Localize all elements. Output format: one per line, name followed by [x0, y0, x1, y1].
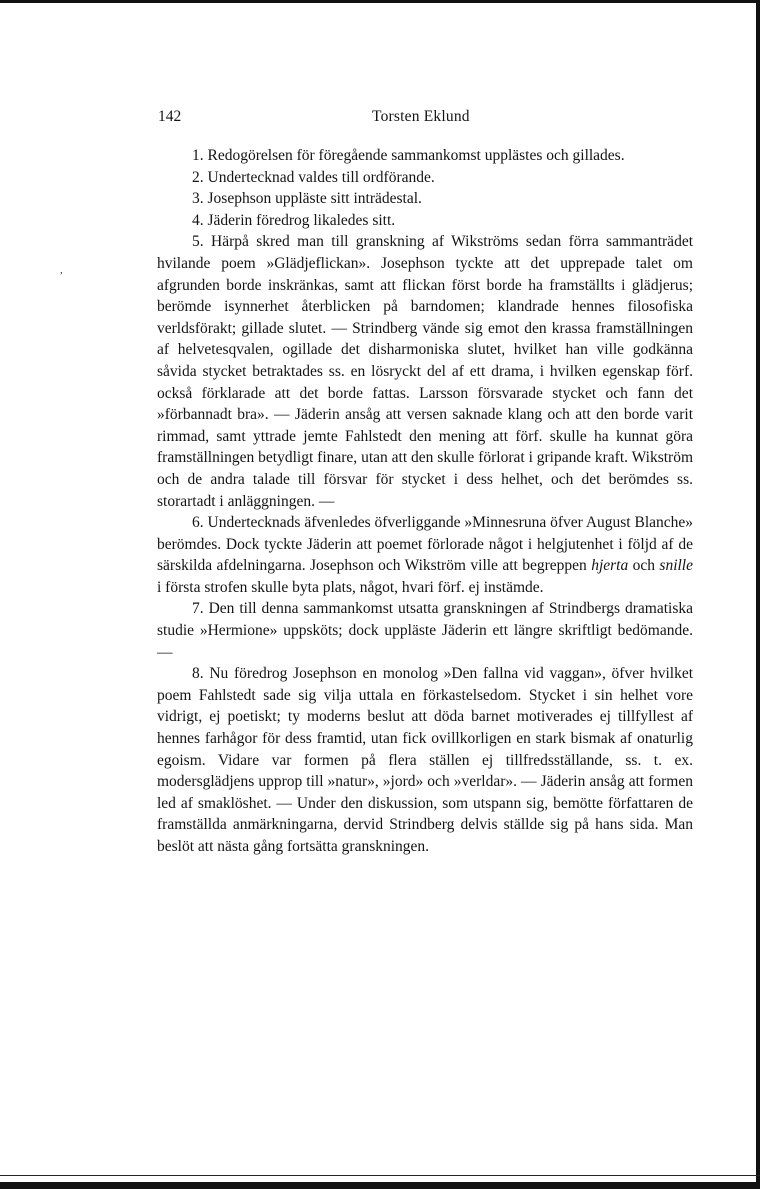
- body-text: [157, 145, 693, 858]
- paragraph-text: Undertecknad valdes till ordförande.: [207, 168, 435, 186]
- paragraph-text-before: Undertecknads äfvenledes öfverliggande »Minnesruna öfver August Blanche» berömdes. Dock tyckte Jäderin att poemet förlorade något i helgjutenhet i följd af de särskilda afdelningarna. Josephson och Wikström ville att begreppen: [157, 514, 694, 575]
- scan-border-bottom-line: [0, 1175, 760, 1176]
- paragraph-number: 3.: [192, 190, 204, 208]
- paragraph-1: [157, 145, 693, 167]
- paragraph-number: 2.: [192, 168, 204, 186]
- paragraph-8: [157, 663, 693, 857]
- page-number: 142: [158, 108, 182, 125]
- paragraph-text: Redogörelsen för föregående sammankomst upplästes och gillades.: [207, 147, 625, 164]
- paragraph-text-mid: och: [628, 557, 660, 575]
- emphasis-snille: snille: [659, 557, 693, 575]
- scan-border-right: [756, 0, 760, 1189]
- paragraph-text-after: i första strofen skulle byta plats, något, hvari förf. ej instämde.: [157, 578, 544, 596]
- paragraph-text: Jäderin föredrog likaledes sitt.: [207, 211, 396, 229]
- scan-border-bottom: [0, 1182, 760, 1189]
- paragraph-number: 6.: [192, 514, 204, 532]
- paragraph-text: Nu föredrog Josephson en monolog »Den fallna vid vaggan», öfver hvilket poem Fahlstedt sade sig vilja uttala en förkastelsedom. Stycket i sin helhet vore vidrigt, ej poetiskt; ty moderns beslut att döda barnet motiverades ej tillfyllest af hennes farhågor för dess framtid, utan fick ovillkorligen en stark bismak af onaturlig egoism. Vidare var formen på flera ställen ej tillfredsställande, ss. t. ex. modersglädjens upprop till »natur», »jord» och »verldar». — Jäderin ansåg att formen led af smaklöshet. — Under den diskussion, som utspann sig, bemötte författaren de framställda anmärkningarna, dervid Strindberg delvis ställde sig på hans sida. Man beslöt att nästa gång fortsätta granskningen.: [157, 665, 694, 855]
- paragraph-text: Härpå skred man till granskning af Wikströms sedan förra sammanträdet hvilande poem »Glädjeflickan». Josephson tyckte att det upprepade talet om afgrunden borde inskränkas, samt att flickan först borde ha framställts i glädjerus; berömde isynnerhet återblicken på barndomen; klandrade hennes filosofiska verldsförakt; gillade slutet. — Strindberg vände sig emot den krassa framställningen af helvetesqvalen, ogillade det disharmoniska slutet, hvilket han ville godkänna såvida stycket betraktades ss. en lösryckt del af ett drama, i hvilken egenskap förf. också förklarade att det borde fattas. Larsson försvarade stycket och fann det »förbannadt bra». — Jäderin ansåg att versen saknade klang och att den borde varit rimmad, samt yttrade jemte Fahlstedt den mening att förf. skulle ha kunnat göra framställningen betydligt finare, utan att den skulle förlorat i gripande kraft. Wikström och de andra talade till försvar för stycket i dess helhet, och det berömdes ss. storartadt i anläggningen. —: [157, 233, 694, 510]
- paragraph-4: [157, 210, 693, 232]
- margin-mark: ,: [60, 264, 63, 276]
- running-head: Torsten Eklund: [372, 108, 470, 125]
- paragraph-2: [157, 167, 693, 189]
- page-header: [158, 108, 692, 130]
- paragraph-text: Den till denna sammankomst utsatta granskningen af Strindbergs dramatiska studie »Hermione» uppsköts; dock uppläste Jäderin ett längre skriftligt bedömande. —: [157, 600, 693, 661]
- emphasis-hjerta: hjerta: [591, 557, 629, 575]
- paragraph-text: Josephson uppläste sitt inträdestal.: [207, 190, 422, 208]
- paragraph-3: [157, 188, 693, 210]
- scan-border-top: [0, 0, 760, 3]
- paragraph-number: 8.: [192, 665, 204, 683]
- paragraph-7: [157, 598, 693, 663]
- paragraph-6: [157, 512, 693, 598]
- paragraph-number: 7.: [192, 600, 204, 618]
- paragraph-5: [157, 231, 693, 512]
- paragraph-number: 5.: [192, 233, 204, 251]
- paragraph-number: 1.: [192, 147, 204, 164]
- paragraph-number: 4.: [192, 211, 204, 229]
